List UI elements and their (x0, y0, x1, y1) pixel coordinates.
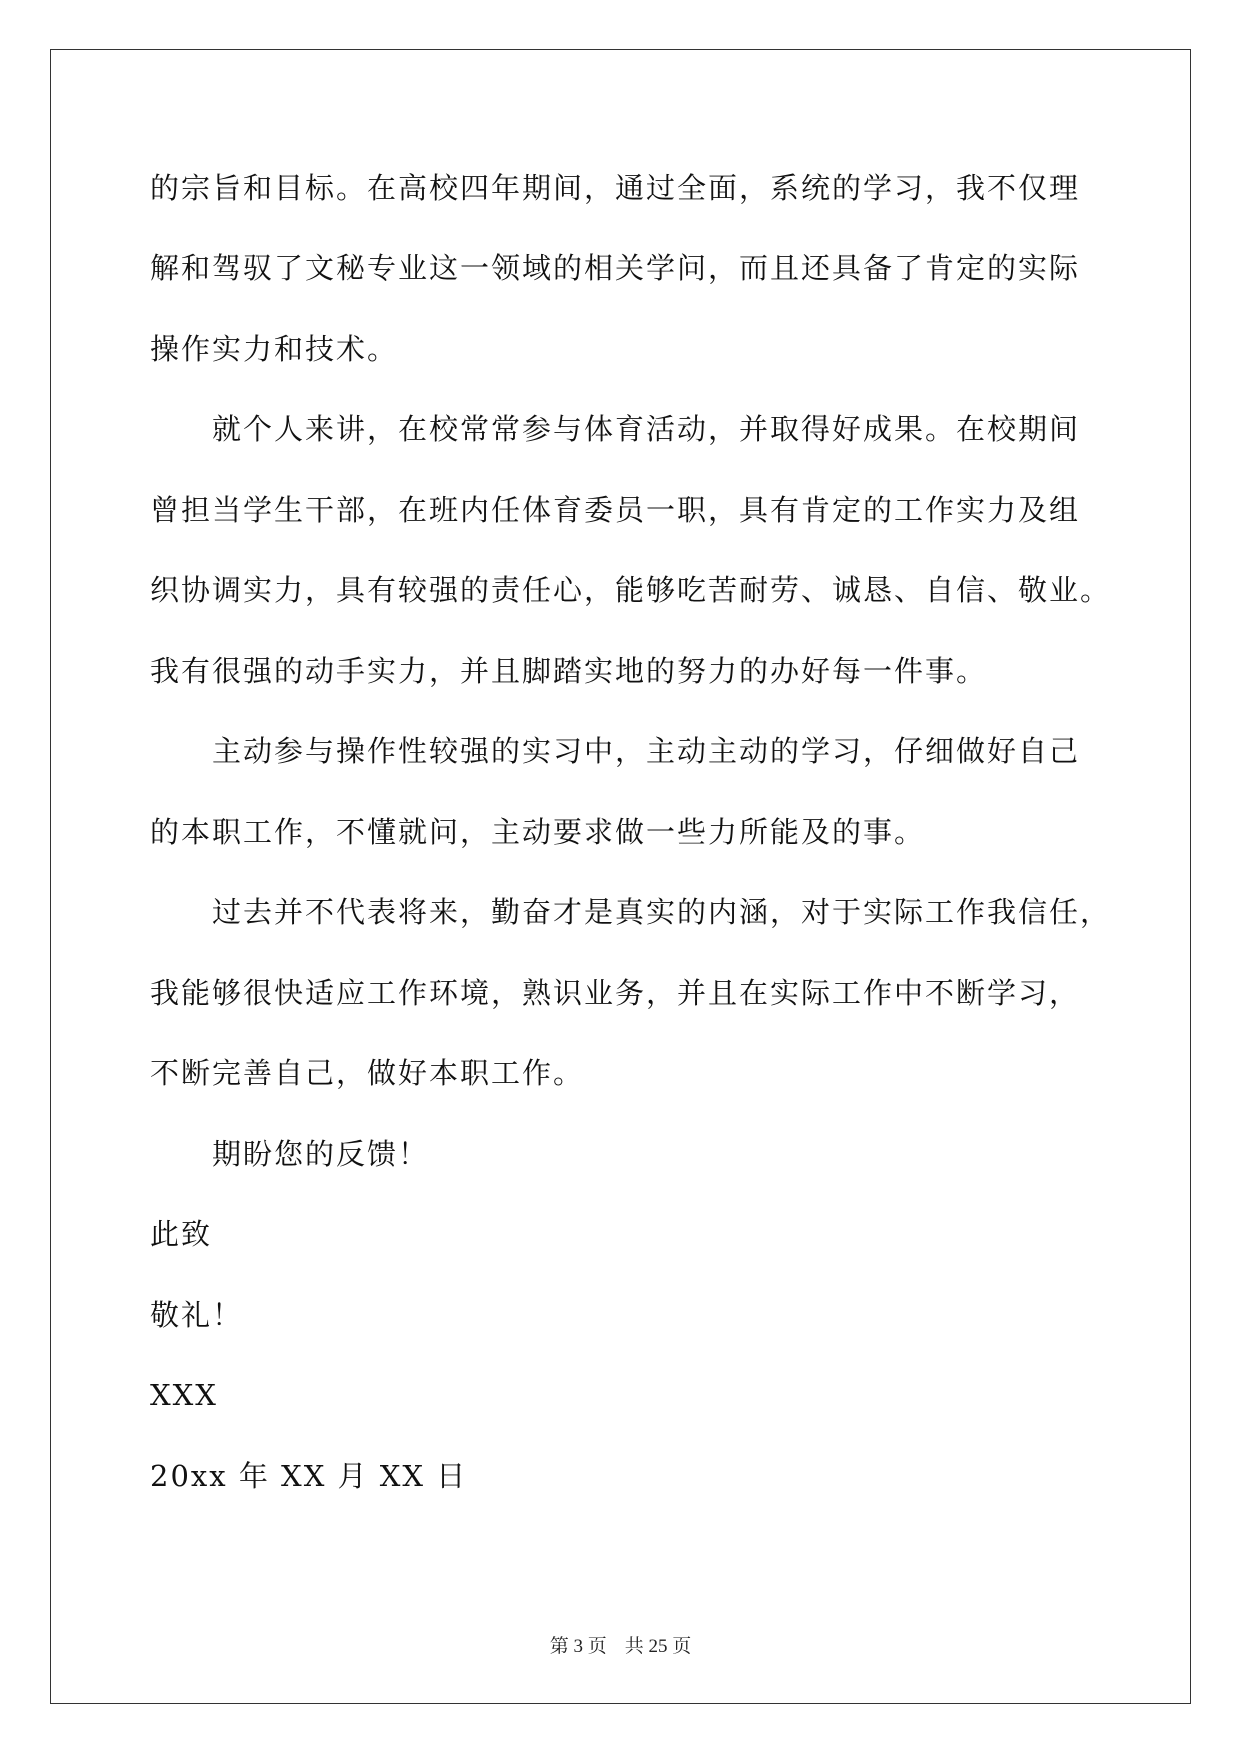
body-line-1: 的宗旨和目标。在高校四年期间，通过全面，系统的学习，我不仅理 (150, 171, 1081, 205)
body-line-10: 过去并不代表将来，勤奋才是真实的内涵，对于实际工作我信任， (150, 895, 1112, 929)
signature-date: 20xx 年 XX 月 XX 日 (150, 1459, 468, 1493)
body-line-7: 我有很强的动手实力，并且脚踏实地的努力的办好每一件事。 (150, 654, 988, 688)
body-line-11: 我能够很快适应工作环境，熟识业务，并且在实际工作中不断学习， (150, 976, 1081, 1010)
closing-remark: 期盼您的反馈！ (150, 1137, 430, 1171)
page-number: 第 3 页 (549, 1636, 607, 1657)
page-footer (0, 1631, 1241, 1658)
body-line-2: 解和驾驭了文秘专业这一领域的相关学问，而且还具备了肯定的实际 (150, 251, 1081, 285)
body-line-4: 就个人来讲，在校常常参与体育活动，并取得好成果。在校期间 (150, 412, 1081, 446)
body-line-8: 主动参与操作性较强的实习中，主动主动的学习，仔细做好自己 (150, 734, 1081, 768)
body-line-6: 织协调实力，具有较强的责任心，能够吃苦耐劳、诚恳、自信、敬业。 (150, 573, 1112, 607)
page-total: 共 25 页 (624, 1636, 692, 1657)
page-frame (50, 49, 1191, 1704)
body-line-3: 操作实力和技术。 (150, 332, 399, 366)
salutation-line-2: 敬礼！ (150, 1298, 244, 1332)
signature-name: XXX (150, 1378, 218, 1412)
body-line-12: 不断完善自己，做好本职工作。 (150, 1056, 585, 1090)
salutation-line-1: 此致 (150, 1217, 213, 1251)
body-line-9: 的本职工作，不懂就问，主动要求做一些力所能及的事。 (150, 815, 926, 849)
body-line-5: 曾担当学生干部，在班内任体育委员一职，具有肯定的工作实力及组 (150, 493, 1081, 527)
